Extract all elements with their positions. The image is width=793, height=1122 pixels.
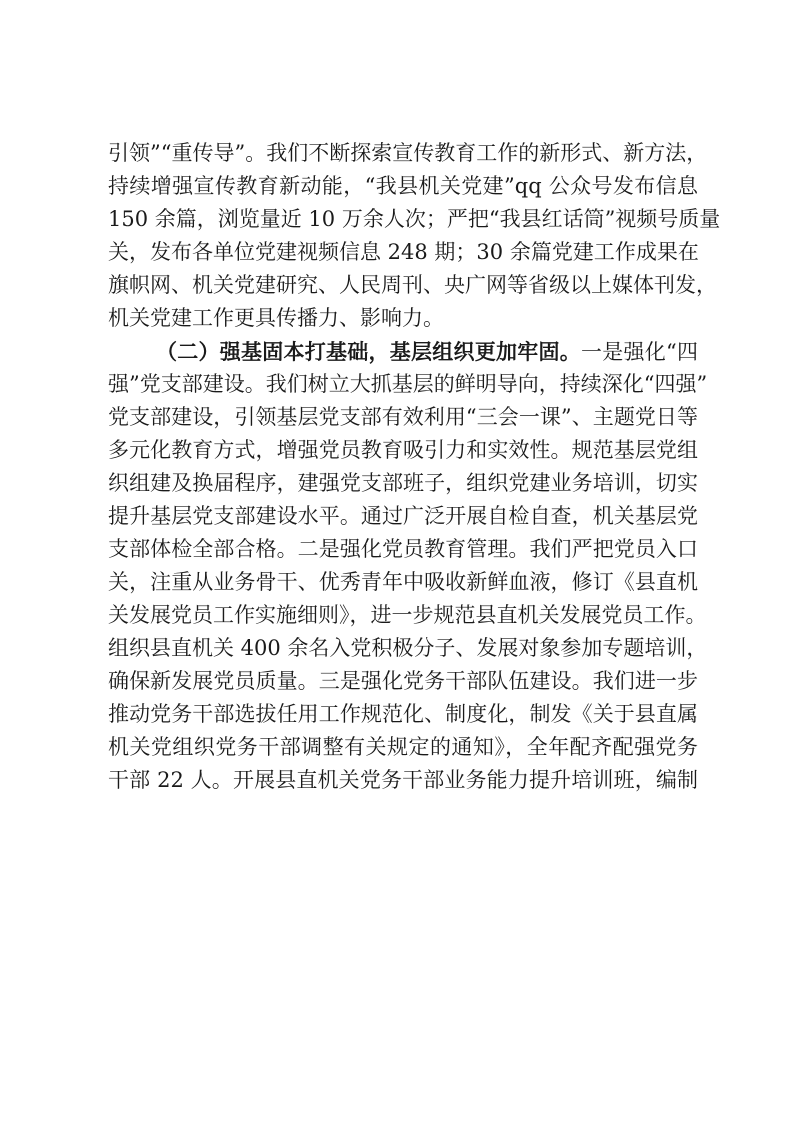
paragraph-line-8: 强”党支部建设。我们树立大抓基层的鲜明导向，持续深化“四强”: [108, 372, 708, 396]
paragraph-line-18: 推动党务干部选拔任用工作规范化、制度化，制发《关于县直属: [108, 702, 698, 726]
paragraph-line-20: 干部 22 人。开展县直机关党务干部业务能力提升培训班，编制: [108, 768, 698, 792]
paragraph-line-5: 旗帜网、机关党建研究、人民周刊、央广网等省级以上媒体刊发，: [108, 273, 717, 297]
paragraph-line-17: 确保新发展党员质量。三是强化党务干部队伍建设。我们进一步: [108, 669, 698, 693]
paragraph-line-13: 支部体检全部合格。二是强化党员教育管理。我们严把党员入口: [108, 537, 698, 561]
section-heading-line: [108, 335, 698, 368]
paragraph-line-3: 150 余篇，浏览量近 10 万余人次；严把“我县红话筒”视频号质量: [108, 207, 721, 231]
paragraph-line-1: 引领”“重传导”。我们不断探索宣传教育工作的新形式、新方法，: [108, 141, 708, 165]
paragraph-line-16: 组织县直机关 400 余名入党积极分子、发展对象参加专题培训，: [108, 636, 708, 660]
document-body: [108, 137, 721, 797]
paragraph-line-6: 机关党建工作更具传播力、影响力。: [108, 306, 444, 330]
paragraph-line-19: 机关党组织党务干部调整有关规定的通知》，全年配齐配强党务: [108, 735, 698, 759]
paragraph-line-2: 持续增强宣传教育新动能，“我县机关党建”qq 公众号发布信息: [108, 174, 698, 198]
paragraph-line-14: 关，注重从业务骨干、优秀青年中吸收新鲜血液，修订《县直机: [108, 570, 698, 594]
paragraph-line-10: 多元化教育方式，增强党员教育吸引力和实效性。规范基层党组: [108, 438, 698, 462]
paragraph-line-9: 党支部建设，引领基层党支部有效利用“三会一课”、主题党日等: [108, 405, 698, 429]
paragraph-line-11: 织组建及换届程序，建强党支部班子，组织党建业务培训，切实: [108, 471, 698, 495]
paragraph-line-12: 提升基层党支部建设水平。通过广泛开展自检自查，机关基层党: [108, 504, 698, 528]
section-heading-tail: 一是强化“四: [581, 340, 698, 364]
section-heading: （二）强基固本打基础，基层组织更加牢固。: [156, 339, 581, 364]
paragraph-line-4: 关，发布各单位党建视频信息 248 期；30 余篇党建工作成果在: [108, 240, 699, 264]
paragraph-line-15: 关发展党员工作实施细则》，进一步规范县直机关发展党员工作。: [108, 603, 707, 627]
